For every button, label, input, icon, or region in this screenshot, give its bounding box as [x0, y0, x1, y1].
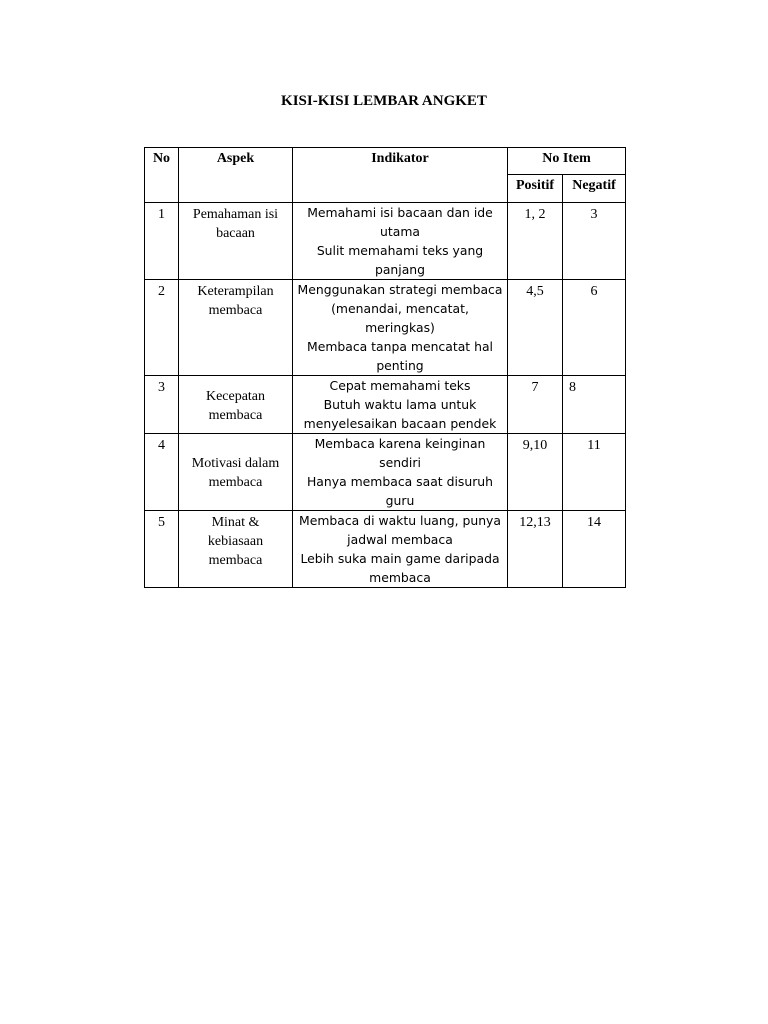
row-positif: 12,13 — [508, 511, 563, 588]
row-aspek: Keterampilan membaca — [179, 280, 293, 376]
header-no-item: No Item — [508, 148, 626, 175]
header-row — [145, 148, 626, 175]
row-aspek: Pemahaman isi bacaan — [179, 203, 293, 280]
table-row — [145, 203, 626, 280]
indikator-line: Menggunakan strategi membaca (menandai, mencatat, meringkas) — [297, 282, 503, 335]
row-indikator — [293, 376, 508, 434]
table-row — [145, 280, 626, 376]
row-no: 2 — [145, 280, 179, 376]
row-no: 1 — [145, 203, 179, 280]
questionnaire-grid-table — [144, 147, 626, 588]
indikator-line: Memahami isi bacaan dan ide utama — [307, 205, 493, 239]
header-negatif: Negatif — [563, 175, 626, 203]
row-no: 4 — [145, 434, 179, 511]
row-negatif: 8 — [563, 376, 626, 434]
row-aspek: Minat & kebiasaan membaca — [179, 511, 293, 588]
table-row — [145, 434, 626, 511]
row-negatif: 11 — [563, 434, 626, 511]
row-negatif: 6 — [563, 280, 626, 376]
row-aspek: Motivasi dalam membaca — [179, 434, 293, 511]
indikator-line: Membaca tanpa mencatat hal penting — [307, 339, 493, 373]
header-no: No — [145, 148, 179, 203]
indikator-line: Hanya membaca saat disuruh guru — [306, 474, 494, 508]
row-no: 3 — [145, 376, 179, 434]
indikator-line: Sulit memahami teks yang panjang — [316, 243, 484, 277]
indikator-line: Membaca di waktu luang, punya jadwal membaca — [299, 513, 501, 547]
row-positif: 4,5 — [508, 280, 563, 376]
row-aspek: Kecepatan membaca — [179, 376, 293, 434]
row-positif: 9,10 — [508, 434, 563, 511]
row-positif: 1, 2 — [508, 203, 563, 280]
indikator-line: Lebih suka main game daripada membaca — [300, 551, 500, 585]
row-indikator — [293, 434, 508, 511]
header-indikator: Indikator — [293, 148, 508, 203]
row-indikator — [293, 511, 508, 588]
table-row — [145, 511, 626, 588]
indikator-line: Butuh waktu lama untuk menyelesaikan bacaan pendek — [303, 397, 497, 431]
table-row — [145, 376, 626, 434]
indikator-line: Membaca karena keinginan sendiri — [314, 436, 486, 470]
row-positif: 7 — [508, 376, 563, 434]
row-indikator — [293, 203, 508, 280]
row-no: 5 — [145, 511, 179, 588]
indikator-line: Cepat memahami teks — [329, 378, 471, 393]
row-negatif: 14 — [563, 511, 626, 588]
header-positif: Positif — [508, 175, 563, 203]
row-negatif: 3 — [563, 203, 626, 280]
row-indikator — [293, 280, 508, 376]
header-aspek: Aspek — [179, 148, 293, 203]
document-title: KISI-KISI LEMBAR ANGKET — [281, 93, 487, 109]
